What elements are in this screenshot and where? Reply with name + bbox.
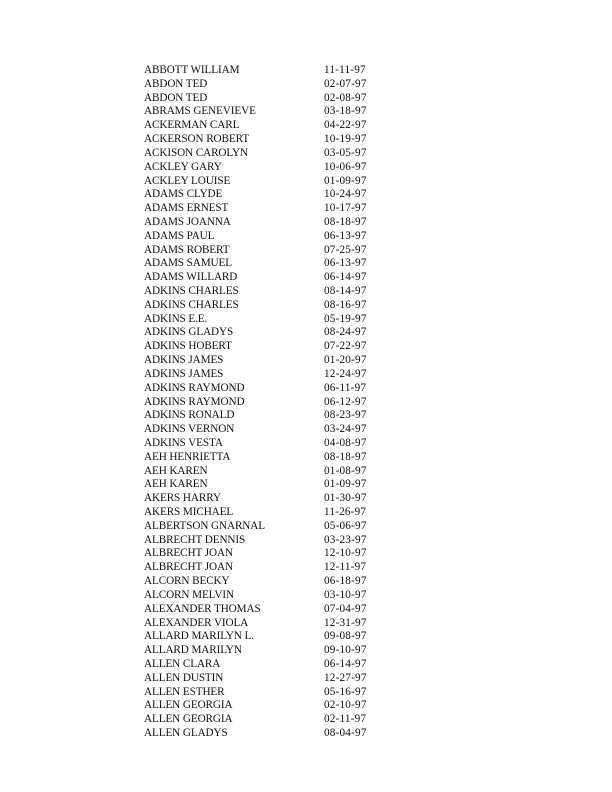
list-item bbox=[144, 727, 384, 741]
list-item bbox=[144, 230, 384, 244]
record-name: ADAMS PAUL bbox=[144, 229, 215, 242]
list-item bbox=[144, 589, 384, 603]
list-item bbox=[144, 451, 384, 465]
record-name: ADKINS GLADYS bbox=[144, 326, 234, 339]
record-date: 03-05-97 bbox=[324, 146, 367, 159]
list-item bbox=[144, 437, 384, 451]
record-date: 12-27-97 bbox=[324, 671, 367, 684]
record-date: 06-14-97 bbox=[324, 271, 367, 284]
record-name: ALEXANDER VIOLA bbox=[144, 616, 249, 629]
record-date: 08-18-97 bbox=[324, 450, 367, 463]
record-name: ACKERMAN CARL bbox=[144, 119, 240, 132]
list-item bbox=[144, 534, 384, 548]
record-name: ALBERTSON GNARNAL bbox=[144, 519, 266, 532]
record-date: 03-10-97 bbox=[324, 588, 367, 601]
list-item bbox=[144, 506, 384, 520]
record-name: ADAMS CLYDE bbox=[144, 188, 223, 201]
record-name: ACKERSON ROBERT bbox=[144, 133, 250, 146]
list-item bbox=[144, 285, 384, 299]
record-name: ABDON TED bbox=[144, 91, 208, 104]
record-date: 03-18-97 bbox=[324, 105, 367, 118]
list-item bbox=[144, 244, 384, 258]
record-date: 10-19-97 bbox=[324, 133, 367, 146]
list-item bbox=[144, 547, 384, 561]
record-date: 08-23-97 bbox=[324, 409, 367, 422]
record-date: 02-08-97 bbox=[324, 91, 367, 104]
record-date: 12-31-97 bbox=[324, 616, 367, 629]
record-date: 06-18-97 bbox=[324, 575, 367, 588]
record-name: ALLEN ESTHER bbox=[144, 685, 225, 698]
record-name: ACKISON CAROLYN bbox=[144, 146, 248, 159]
record-date: 01-20-97 bbox=[324, 354, 367, 367]
record-date: 06-13-97 bbox=[324, 257, 367, 270]
record-date: 05-19-97 bbox=[324, 312, 367, 325]
record-name: ALLEN GEORGIA bbox=[144, 699, 233, 712]
record-name: ALBRECHT JOAN bbox=[144, 561, 233, 574]
list-item bbox=[144, 64, 384, 78]
record-date: 11-26-97 bbox=[324, 506, 367, 518]
record-name: AKERS MICHAEL bbox=[144, 506, 234, 518]
list-item bbox=[144, 161, 384, 175]
record-date: 02-10-97 bbox=[324, 699, 367, 712]
list-item bbox=[144, 133, 384, 147]
list-item bbox=[144, 299, 384, 313]
record-date: 10-06-97 bbox=[324, 160, 367, 173]
record-name: ALBRECHT DENNIS bbox=[144, 533, 246, 546]
record-name: ABBOTT WILLIAM bbox=[144, 64, 240, 76]
record-name: ADKINS VESTA bbox=[144, 436, 223, 449]
record-name: AKERS HARRY bbox=[144, 492, 221, 505]
list-item bbox=[144, 630, 384, 644]
record-date: 08-16-97 bbox=[324, 298, 367, 311]
list-item bbox=[144, 92, 384, 106]
list-item bbox=[144, 257, 384, 271]
list-item bbox=[144, 216, 384, 230]
list-item bbox=[144, 105, 384, 119]
record-name: ADAMS ERNEST bbox=[144, 202, 229, 215]
record-name: ADKINS CHARLES bbox=[144, 298, 239, 311]
record-name: ADKINS E.E. bbox=[144, 312, 208, 325]
record-date: 06-14-97 bbox=[324, 657, 367, 670]
record-name: ALEXANDER THOMAS bbox=[144, 602, 261, 615]
list-item bbox=[144, 561, 384, 575]
record-date: 08-04-97 bbox=[324, 727, 367, 739]
record-name: AEH KAREN bbox=[144, 464, 208, 477]
record-date: 01-08-97 bbox=[324, 464, 367, 477]
list-item bbox=[144, 175, 384, 189]
record-name: ALBRECHT JOAN bbox=[144, 547, 233, 560]
record-name: ADKINS RAYMOND bbox=[144, 381, 245, 394]
list-item bbox=[144, 202, 384, 216]
list-item bbox=[144, 658, 384, 672]
record-name: ADAMS WILLARD bbox=[144, 271, 238, 284]
list-item bbox=[144, 478, 384, 492]
record-name: ACKLEY LOUISE bbox=[144, 174, 231, 187]
record-name: ADKINS CHARLES bbox=[144, 285, 239, 297]
record-name: AEH KAREN bbox=[144, 478, 208, 491]
record-date: 05-06-97 bbox=[324, 519, 367, 532]
list-item bbox=[144, 119, 384, 133]
record-date: 04-22-97 bbox=[324, 119, 367, 132]
record-date: 09-10-97 bbox=[324, 644, 367, 657]
record-name: ALLEN CLARA bbox=[144, 657, 221, 670]
record-name: ACKLEY GARY bbox=[144, 160, 222, 173]
list-item bbox=[144, 617, 384, 631]
record-date: 09-08-97 bbox=[324, 630, 367, 643]
record-date: 03-24-97 bbox=[324, 423, 367, 436]
record-date: 11-11-97 bbox=[324, 64, 366, 76]
list-item bbox=[144, 423, 384, 437]
record-name: ADKINS RAYMOND bbox=[144, 395, 245, 408]
record-name: ALLEN GLADYS bbox=[144, 727, 228, 739]
record-name: ALLEN GEORGIA bbox=[144, 713, 233, 726]
record-date: 06-13-97 bbox=[324, 229, 367, 242]
list-item bbox=[144, 313, 384, 327]
record-date: 08-24-97 bbox=[324, 326, 367, 339]
record-name: ALCORN BECKY bbox=[144, 575, 230, 588]
record-date: 01-30-97 bbox=[324, 492, 367, 505]
list-item bbox=[144, 686, 384, 700]
record-name: ABDON TED bbox=[144, 77, 208, 90]
name-date-list bbox=[144, 64, 384, 741]
list-item bbox=[144, 326, 384, 340]
list-item bbox=[144, 644, 384, 658]
list-item bbox=[144, 492, 384, 506]
list-item bbox=[144, 340, 384, 354]
record-date: 06-11-97 bbox=[324, 381, 367, 394]
record-date: 07-25-97 bbox=[324, 243, 367, 256]
record-name: ADKINS JAMES bbox=[144, 367, 224, 380]
record-name: ADKINS RONALD bbox=[144, 409, 235, 422]
list-item bbox=[144, 713, 384, 727]
record-date: 10-24-97 bbox=[324, 188, 367, 201]
list-item bbox=[144, 603, 384, 617]
record-date: 10-17-97 bbox=[324, 202, 367, 215]
record-name: ADKINS VERNON bbox=[144, 423, 235, 436]
record-name: ALLARD MARILYN bbox=[144, 644, 242, 657]
record-name: ADKINS JAMES bbox=[144, 354, 224, 367]
list-item bbox=[144, 672, 384, 686]
record-date: 02-11-97 bbox=[324, 713, 367, 726]
record-date: 12-11-97 bbox=[324, 561, 367, 574]
list-item bbox=[144, 147, 384, 161]
list-item bbox=[144, 465, 384, 479]
list-item bbox=[144, 396, 384, 410]
list-item bbox=[144, 188, 384, 202]
list-item bbox=[144, 354, 384, 368]
list-item bbox=[144, 699, 384, 713]
record-date: 12-10-97 bbox=[324, 547, 367, 560]
record-date: 03-23-97 bbox=[324, 533, 367, 546]
record-name: ALLARD MARILYN L. bbox=[144, 630, 254, 643]
record-name: ADKINS HOBERT bbox=[144, 340, 232, 353]
list-item bbox=[144, 382, 384, 396]
record-date: 07-22-97 bbox=[324, 340, 367, 353]
record-date: 06-12-97 bbox=[324, 395, 367, 408]
record-date: 01-09-97 bbox=[324, 478, 367, 491]
list-item bbox=[144, 575, 384, 589]
list-item bbox=[144, 520, 384, 534]
list-item bbox=[144, 78, 384, 92]
record-date: 08-14-97 bbox=[324, 285, 367, 297]
record-date: 02-07-97 bbox=[324, 77, 367, 90]
record-date: 08-18-97 bbox=[324, 215, 367, 228]
record-date: 01-09-97 bbox=[324, 174, 367, 187]
record-name: ADAMS ROBERT bbox=[144, 243, 230, 256]
list-item bbox=[144, 409, 384, 423]
record-name: ALLEN DUSTIN bbox=[144, 671, 224, 684]
record-name: AEH HENRIETTA bbox=[144, 450, 231, 463]
list-item bbox=[144, 368, 384, 382]
record-name: ADAMS SAMUEL bbox=[144, 257, 232, 270]
record-name: ABRAMS GENEVIEVE bbox=[144, 105, 256, 118]
record-date: 04-08-97 bbox=[324, 436, 367, 449]
record-date: 05-16-97 bbox=[324, 685, 367, 698]
record-date: 07-04-97 bbox=[324, 602, 367, 615]
list-item bbox=[144, 271, 384, 285]
record-date: 12-24-97 bbox=[324, 367, 367, 380]
record-name: ADAMS JOANNA bbox=[144, 215, 231, 228]
record-name: ALCORN MELVIN bbox=[144, 588, 234, 601]
